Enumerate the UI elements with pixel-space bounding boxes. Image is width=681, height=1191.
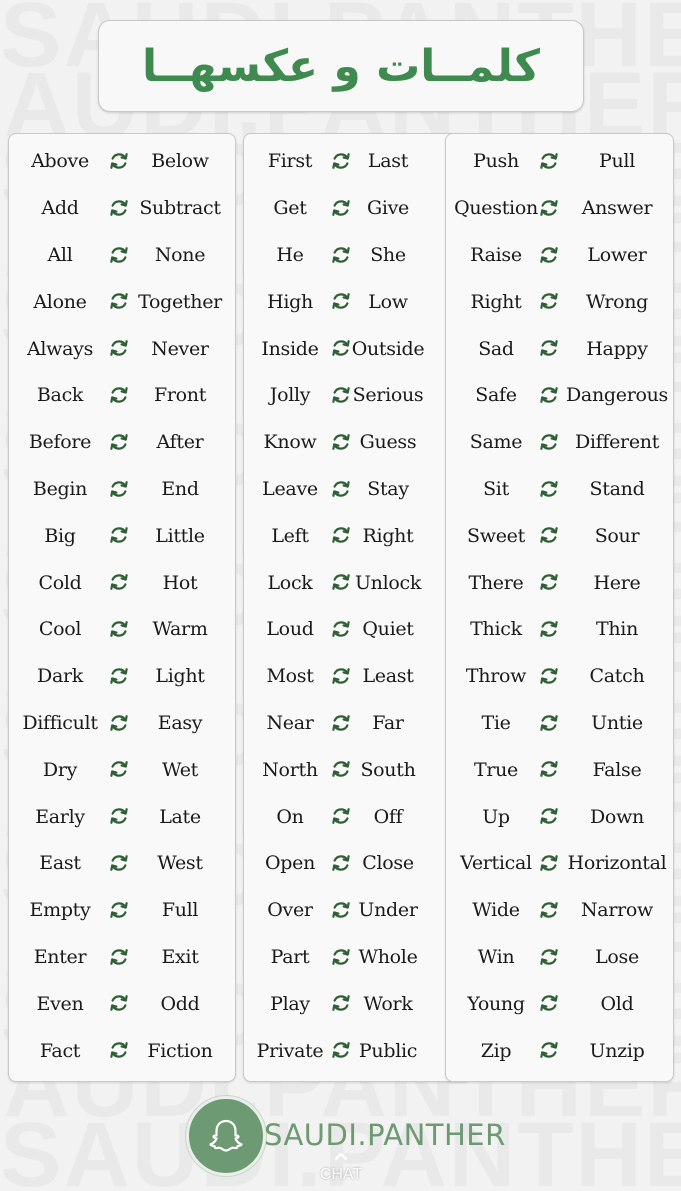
word-pair-row (9, 887, 235, 934)
opposite-word: Here (593, 571, 641, 594)
opposite-word: Whole (358, 945, 418, 968)
word: Fact (39, 1039, 81, 1062)
word-pair-row (446, 840, 673, 887)
word-pair-row (446, 793, 673, 840)
opposite-word: South (360, 758, 416, 781)
refresh-arrows-icon (538, 524, 560, 546)
opposite-word: Never (151, 337, 209, 360)
opposite-word: Unzip (589, 1039, 645, 1062)
word: Above (31, 150, 89, 173)
word: True (473, 758, 519, 781)
word: Cool (38, 618, 82, 641)
word-pair-row (446, 1027, 673, 1074)
word-pair-row (446, 325, 673, 372)
opposite-word: None (154, 243, 206, 266)
word-pair-row (9, 138, 235, 185)
word: Lock (267, 571, 313, 594)
refresh-arrows-icon (538, 665, 560, 687)
word-pair-row (9, 840, 235, 887)
opposite-word: Hot (162, 571, 198, 594)
word-pair-row (9, 793, 235, 840)
word-pair-row (9, 606, 235, 653)
opposite-word: Full (161, 899, 199, 922)
word: Get (273, 197, 307, 220)
word-pair-row (446, 746, 673, 793)
word-pair-row (9, 512, 235, 559)
opposite-word: Off (373, 805, 403, 828)
brand-name: SAUDI.PANTHER (264, 1118, 506, 1152)
refresh-arrows-icon (538, 478, 560, 500)
refresh-arrows-icon (538, 946, 560, 968)
word: Private (256, 1039, 324, 1062)
opposite-word: Catch (589, 665, 645, 688)
word: Dry (42, 758, 78, 781)
word: There (468, 571, 524, 594)
word: Same (469, 431, 523, 454)
word: Vertical (460, 852, 532, 875)
opposite-word: Unlock (354, 571, 422, 594)
word-pair-row (9, 653, 235, 700)
word-pair-row (446, 934, 673, 981)
word: On (276, 805, 304, 828)
word: Dark (37, 665, 83, 688)
word: Question (454, 197, 538, 220)
word: Most (266, 665, 314, 688)
word-column-3 (445, 133, 674, 1082)
refresh-arrows-icon (538, 712, 560, 734)
opposite-word: Odd (160, 992, 200, 1015)
word-pair-row (446, 372, 673, 419)
word-pair-row (244, 372, 470, 419)
word: Push (473, 150, 519, 173)
opposite-word: Stay (367, 477, 409, 500)
opposite-word: Wrong (585, 290, 649, 313)
opposite-word: Low (368, 290, 408, 313)
word: Know (263, 431, 317, 454)
refresh-arrows-icon (538, 431, 560, 453)
opposite-word: Public (358, 1039, 418, 1062)
word-pair-row (244, 232, 470, 279)
word-pair-row (244, 466, 470, 513)
word: Before (28, 431, 92, 454)
opposite-word: Down (590, 805, 644, 828)
word: High (267, 290, 313, 313)
word: Jolly (269, 384, 311, 407)
opposite-word: Pull (599, 150, 635, 173)
word-pair-row (446, 466, 673, 513)
word: Left (271, 524, 309, 547)
refresh-arrows-icon (538, 571, 560, 593)
opposite-word: Easy (157, 711, 203, 734)
word-pair-row (446, 887, 673, 934)
word-pair-row (446, 138, 673, 185)
opposite-word: Lower (587, 243, 647, 266)
word: Safe (475, 384, 517, 407)
word-pair-row (244, 700, 470, 747)
word-pair-row (244, 325, 470, 372)
word: Open (264, 852, 316, 875)
word-pair-row (244, 793, 470, 840)
opposite-word: Lose (595, 945, 639, 968)
word: Inside (261, 337, 319, 360)
opposite-word: Far (372, 711, 404, 734)
word-pair-row (9, 934, 235, 981)
word: Big (44, 524, 76, 547)
word-pair-row (446, 278, 673, 325)
opposite-word: Narrow (580, 899, 654, 922)
refresh-arrows-icon (538, 618, 560, 640)
refresh-arrows-icon (538, 899, 560, 921)
word-pair-row (244, 512, 470, 559)
word: First (267, 150, 313, 173)
word-pair-row (244, 185, 470, 232)
opposite-word: Untie (591, 711, 643, 734)
word-pair-row (9, 325, 235, 372)
word-pair-row (9, 232, 235, 279)
refresh-arrows-icon (538, 197, 560, 219)
word-pair-row (244, 138, 470, 185)
opposite-word: False (592, 758, 642, 781)
word: Early (35, 805, 85, 828)
opposite-word: Different (574, 431, 660, 454)
word: Difficult (22, 711, 98, 734)
opposite-word: Quiet (362, 618, 414, 641)
word: Loud (266, 618, 314, 641)
word-pair-row (446, 700, 673, 747)
word-pair-row (244, 653, 470, 700)
opposite-word: Give (366, 197, 410, 220)
opposite-word: Sour (594, 524, 640, 547)
word: Young (467, 992, 525, 1015)
word-pair-row (244, 887, 470, 934)
word-pair-row (446, 232, 673, 279)
word-pair-row (244, 606, 470, 653)
opposite-word: Late (159, 805, 201, 828)
opposite-word: Serious (352, 384, 424, 407)
opposite-word: Light (155, 665, 205, 688)
refresh-arrows-icon (538, 1039, 560, 1061)
opposite-word: West (157, 852, 203, 875)
word-pair-row (244, 840, 470, 887)
refresh-arrows-icon (538, 384, 560, 406)
refresh-arrows-icon (538, 758, 560, 780)
opposite-word: Outside (351, 337, 425, 360)
word: Empty (29, 899, 91, 922)
word-pair-row (446, 606, 673, 653)
opposite-word: Together (138, 290, 222, 313)
word: Sit (483, 477, 509, 500)
opposite-word: Work (363, 992, 413, 1015)
word-pair-row (9, 278, 235, 325)
word: Alone (33, 290, 87, 313)
refresh-arrows-icon (538, 150, 560, 172)
word: Win (477, 945, 515, 968)
word: Zip (480, 1039, 512, 1062)
word: Enter (33, 945, 87, 968)
opposite-word: Fiction (147, 1039, 213, 1062)
word: Throw (465, 665, 527, 688)
word: He (276, 243, 304, 266)
word: Up (482, 805, 510, 828)
word-pair-row (9, 1027, 235, 1074)
word: Wide (472, 899, 520, 922)
word: All (47, 243, 73, 266)
word: Even (36, 992, 84, 1015)
refresh-arrows-icon (538, 805, 560, 827)
word-pair-row (244, 419, 470, 466)
opposite-word: Stand (589, 477, 645, 500)
opposite-word: Guess (359, 431, 417, 454)
page-title: كلمــات و عكسهــا (142, 40, 540, 92)
word: Right (470, 290, 522, 313)
opposite-word: End (161, 477, 199, 500)
opposite-word: She (370, 243, 406, 266)
word: Sad (478, 337, 514, 360)
title-banner (98, 20, 584, 112)
refresh-arrows-icon (538, 337, 560, 359)
opposite-word: Close (362, 852, 414, 875)
word: Cold (38, 571, 82, 594)
word-pair-row (244, 1027, 470, 1074)
opposite-word: Horizontal (567, 852, 667, 875)
word: Over (267, 899, 313, 922)
word: East (39, 852, 81, 875)
opposite-word: Right (362, 524, 414, 547)
word-pair-row (244, 934, 470, 981)
word: Begin (32, 477, 88, 500)
opposite-word: Old (600, 992, 634, 1015)
snapchat-logo[interactable] (186, 1096, 266, 1176)
snapchat-ghost-icon (206, 1116, 246, 1156)
word-pair-row (9, 419, 235, 466)
opposite-word: Warm (152, 618, 208, 641)
refresh-arrows-icon (538, 244, 560, 266)
word: Back (36, 384, 84, 407)
opposite-word: After (156, 431, 204, 454)
word-pair-row (9, 559, 235, 606)
word-pair-row (446, 559, 673, 606)
opposite-word: Wet (162, 758, 198, 781)
word-column-1 (8, 133, 236, 1082)
word: Thick (470, 618, 522, 641)
word-pair-row (446, 980, 673, 1027)
opposite-word: Exit (161, 945, 199, 968)
opposite-word: Thin (595, 618, 639, 641)
chevron-up-icon[interactable] (333, 1148, 349, 1164)
word-pair-row (446, 512, 673, 559)
word: Near (266, 711, 314, 734)
word-pair-row (9, 466, 235, 513)
word-pair-row (9, 746, 235, 793)
word-pair-row (446, 185, 673, 232)
word: North (262, 758, 318, 781)
refresh-arrows-icon (538, 852, 560, 874)
word-pair-row (9, 980, 235, 1027)
word-column-2 (243, 133, 471, 1082)
opposite-word: Last (367, 150, 409, 173)
word-pair-row (244, 559, 470, 606)
word-pair-row (244, 278, 470, 325)
opposite-word: Least (362, 665, 414, 688)
word: Raise (470, 243, 522, 266)
opposite-word: Happy (586, 337, 648, 360)
opposite-word: Little (155, 524, 205, 547)
word: Play (270, 992, 310, 1015)
opposite-word: Front (153, 384, 207, 407)
opposite-word: Under (358, 899, 418, 922)
opposite-word: Subtract (139, 197, 221, 220)
word: Leave (262, 477, 318, 500)
word-pair-row (244, 746, 470, 793)
word: Always (26, 337, 94, 360)
word: Sweet (467, 524, 525, 547)
opposite-word: Below (151, 150, 209, 173)
word-pair-row (9, 372, 235, 419)
chat-button[interactable]: CHAT (319, 1166, 363, 1183)
opposite-word: Dangerous (565, 384, 668, 407)
word: Part (270, 945, 310, 968)
word-pair-row (446, 653, 673, 700)
word-pair-row (446, 419, 673, 466)
word: Tie (481, 711, 511, 734)
word-pair-row (244, 980, 470, 1027)
refresh-arrows-icon (538, 290, 560, 312)
word-pair-row (9, 700, 235, 747)
refresh-arrows-icon (538, 992, 560, 1014)
word-pair-row (9, 185, 235, 232)
opposite-word: Answer (581, 197, 653, 220)
word: Add (41, 197, 79, 220)
